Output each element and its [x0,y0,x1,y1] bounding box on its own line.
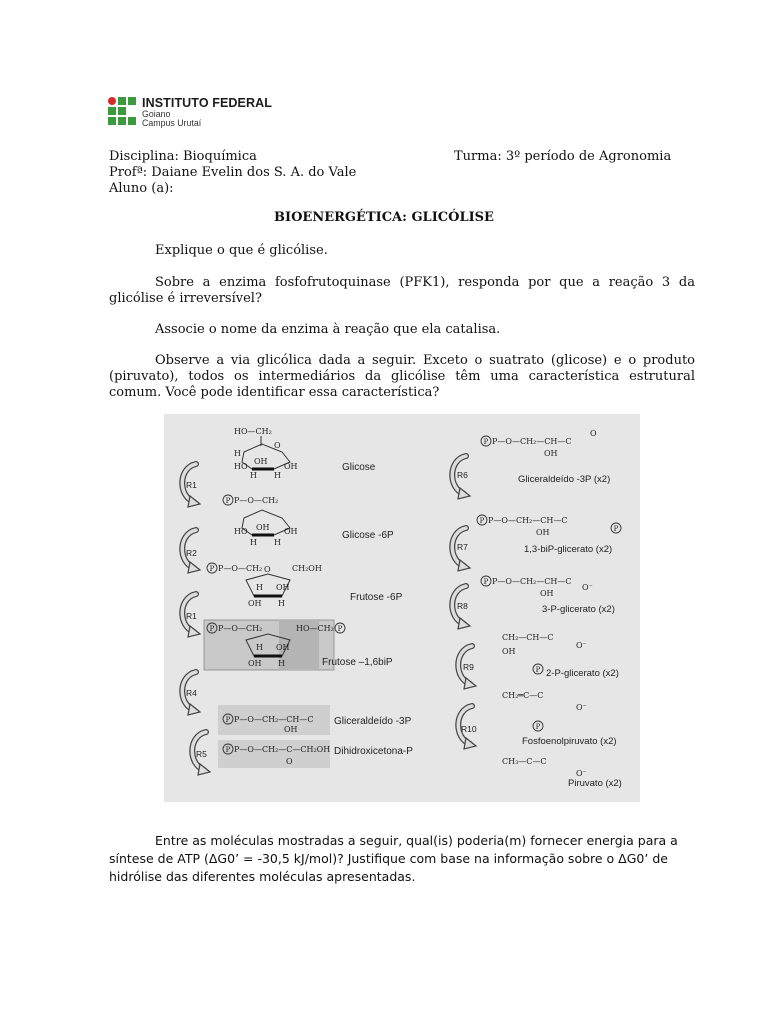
reaction-label-r4: R4 [186,688,197,698]
svg-text:OH: OH [248,599,262,608]
svg-text:O: O [274,441,281,450]
svg-text:OH: OH [276,643,290,652]
2pg-chain: CH₂—CH—C [502,633,554,642]
3pg-chain: P—O—CH₂—CH—C [492,577,572,586]
svg-text:O⁻: O⁻ [582,583,593,592]
label-glicose-6p: Glicose -6P [342,530,394,541]
svg-text:OH: OH [284,462,298,471]
svg-text:OH: OH [544,449,558,458]
svg-text:H: H [234,449,241,458]
label-piruvato: Piruvato (x2) [568,778,622,789]
pyruvate-chain: CH₃—C—C [502,757,547,766]
label-gliceraldeido-right: Gliceraldeído -3P (x2) [518,474,611,485]
reaction-label-r1a: R1 [186,480,197,490]
question-1: Explique o que é glicólise. [155,243,328,258]
question-3: Associe o nome da enzima à reação que ela catalisa. [155,322,501,337]
svg-text:O⁻: O⁻ [576,641,587,650]
teacher-label: Profª: Daiane Evelin dos S. A. do Vale [109,165,357,180]
svg-text:OH: OH [536,528,550,537]
question-2: Sobre a enzima fosfofrutoquinase (PFK1), responda por que a reação 3 da glicólise é irreversível? [109,275,695,306]
label-gliceraldeido-left: Gliceraldeído -3P [334,716,412,727]
logo-mark [108,97,136,125]
label-2pg: 2-P-glicerato (x2) [546,668,619,679]
reaction-label-r8: R8 [457,601,468,611]
svg-text:H: H [274,538,281,547]
svg-text:O⁻: O⁻ [576,769,587,778]
svg-text:H: H [274,471,281,480]
svg-text:HO: HO [234,527,248,536]
svg-text:H: H [250,471,257,480]
svg-text:H: H [256,583,263,592]
label-3pg: 3-P-glicerato (x2) [542,604,615,615]
label-pep: Fosfoenolpiruvato (x2) [522,736,617,747]
svg-text:HO: HO [234,462,248,471]
glycolysis-figure: P HO—CH₂ O H HO OH OH H H Glicose P—O—CH₂ HO OH OH H H Glicose -6P P—O—CH₂ CH₂OH O H OH OH H Frutose -6P P—O—CH₂ HO—CH₂ H OH OH H Frutose –1,6biP P—O—CH₂—CH—C OH Gliceraldeído -3P P—O—CH₂—C—CH₂OH O Dihidroxicetona-P R1 R2 R1 R4 R5 P—O—CH₂—CH—C OH O Gliceraldeído -3P (x2) P—O—CH₂—CH—C OH 1,3-biP-glicerato (x2) P—O—CH₂—CH—C OH O⁻ 3-P-glicerato (x2) CH₂—CH—C OH O⁻ 2-P-glicerato (x2) CH₂═C—C O⁻ Fosfoenolpiruvato (x2) CH₃—C—C O⁻ Piruvato (x2) R6 R7 R8 R9 R10 [164,414,640,802]
reaction-label-r9: R9 [463,662,474,672]
label-13bpg: 1,3-biP-glicerato (x2) [524,544,613,555]
svg-text:OH: OH [254,457,268,466]
svg-text:O: O [590,429,597,438]
reaction-label-r1b: R1 [186,611,197,621]
reaction-label-r6: R6 [457,470,468,480]
reaction-label-r10: R10 [461,724,477,734]
svg-text:OH: OH [256,523,270,532]
label-glicose: Glicose [342,462,376,473]
svg-text:O: O [286,757,293,766]
svg-text:OH: OH [540,589,554,598]
dhap-chain: P—O—CH₂—C—CH₂OH [234,745,331,754]
svg-text:O⁻: O⁻ [576,703,587,712]
svg-text:H: H [250,538,257,547]
svg-text:OH: OH [276,583,290,592]
question-4: Observe a via glicólica dada a seguir. Exceto o suatrato (glicose) e o produto (piruvato), todos os intermediários da glicólise têm uma característica estrutural comum. Você pode identificar essa característica? [109,353,695,400]
reaction-label-r5: R5 [196,749,207,759]
bpg-chain: P—O—CH₂—CH—C [488,516,568,525]
pep-chain: CH₂═C—C [502,691,544,700]
label-frutose-6p: Frutose -6P [350,592,403,603]
discipline-label: Disciplina: Bioquímica [109,149,257,164]
svg-text:H: H [278,599,285,608]
label-frutose-16bip: Frutose –1,6biP [322,657,393,668]
gap-right-chain: P—O—CH₂—CH—C [492,437,572,446]
question-5: Entre as moléculas mostradas a seguir, qual(is) poderia(m) fornecer energia para a síntese de ATP (ΔG0’ = -30,5 kJ/mol)? Justifique com base na informação sobre o ΔG0’ de hidrólise das diferentes moléculas apresentadas. [109,833,678,884]
gap-left-chain: P—O—CH₂—CH—C [234,715,314,724]
svg-text:H: H [278,659,285,668]
svg-text:OH: OH [248,659,262,668]
svg-text:P—O—CH₂: P—O—CH₂ [218,564,263,573]
class-label: Turma: 3º período de Agronomia [454,149,672,164]
glucose-6p-structure [223,495,298,547]
label-dihidroxicetona: Dihidroxicetona-P [334,746,413,757]
reaction-label-r7: R7 [457,542,468,552]
svg-text:P—O—CH₂: P—O—CH₂ [234,496,279,505]
logo-sub-location: Campus Urutaí [142,118,202,129]
glucose-hoch2: HO—CH₂ [234,427,272,436]
glucose-structure [234,427,298,480]
svg-text:CH₂OH: CH₂OH [292,564,322,573]
fructose-6p-structure [207,563,322,608]
reaction-label-r2: R2 [186,548,197,558]
svg-text:O: O [264,565,271,574]
svg-text:OH: OH [284,725,298,734]
svg-text:P—O—CH₂: P—O—CH₂ [218,624,263,633]
svg-text:H: H [256,643,263,652]
svg-text:OH: OH [284,527,298,536]
svg-text:OH: OH [502,647,516,656]
logo-sub-campus: Goiano [142,109,171,120]
page-title: BIOENERGÉTICA: GLICÓLISE [274,210,494,225]
svg-text:HO—CH₂: HO—CH₂ [296,624,334,633]
institute-logo [108,97,272,129]
student-label: Aluno (a): [109,181,174,196]
logo-name: INSTITUTO FEDERAL [142,96,272,110]
